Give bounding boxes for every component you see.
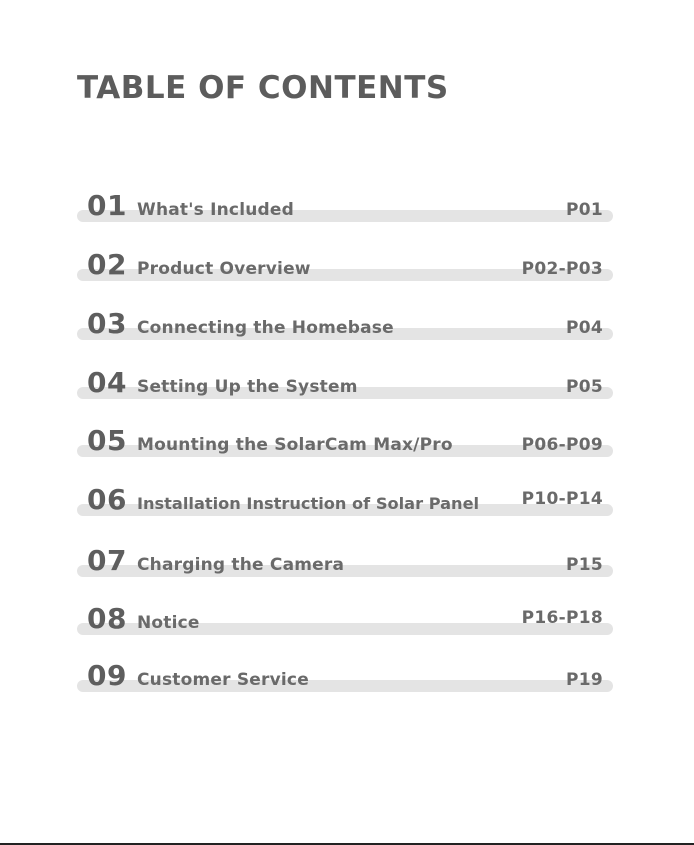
toc-entry-page: P10-P14 xyxy=(521,489,603,509)
toc-entry-page: P04 xyxy=(565,318,603,338)
toc-entry-label: Product Overview xyxy=(137,259,311,279)
toc-entry-08[interactable] xyxy=(77,603,613,639)
toc-entry-number: 05 xyxy=(87,424,127,457)
toc-entry-page: P19 xyxy=(565,670,603,690)
toc-entry-01[interactable] xyxy=(77,190,613,226)
toc-entry-04[interactable] xyxy=(77,367,613,403)
toc-entry-page: P15 xyxy=(565,555,603,575)
toc-entry-label: Setting Up the System xyxy=(137,377,358,397)
toc-entry-number: 04 xyxy=(87,366,127,399)
toc-entry-page: P01 xyxy=(565,200,603,220)
toc-entry-page: P06-P09 xyxy=(521,435,603,455)
toc-entry-page: P02-P03 xyxy=(521,259,603,279)
toc-entry-label: Mounting the SolarCam Max/Pro xyxy=(137,435,453,455)
toc-entry-label: Customer Service xyxy=(137,670,309,690)
toc-entry-label: Notice xyxy=(137,613,200,633)
toc-entry-03[interactable] xyxy=(77,308,613,344)
toc-entry-09[interactable] xyxy=(77,660,613,696)
toc-entry-number: 09 xyxy=(87,659,127,692)
toc-entry-page: P16-P18 xyxy=(521,608,603,628)
toc-entry-06[interactable] xyxy=(77,484,613,520)
toc-entry-number: 02 xyxy=(87,248,127,281)
toc-entry-number: 06 xyxy=(87,483,127,516)
toc-entry-label: Installation Instruction of Solar Panel xyxy=(137,494,480,513)
page-title: TABLE OF CONTENTS xyxy=(77,70,449,106)
toc-entry-number: 03 xyxy=(87,307,127,340)
toc-entry-number: 08 xyxy=(87,602,127,635)
toc-entry-number: 07 xyxy=(87,544,127,577)
toc-entry-label: What's Included xyxy=(137,200,294,220)
toc-entry-05[interactable] xyxy=(77,425,613,461)
toc-entry-page: P05 xyxy=(565,377,603,397)
toc-entry-02[interactable] xyxy=(77,249,613,285)
toc-entry-label: Charging the Camera xyxy=(137,555,345,575)
toc-entry-label: Connecting the Homebase xyxy=(137,318,394,338)
toc-entry-07[interactable] xyxy=(77,545,613,581)
toc-entry-number: 01 xyxy=(87,189,127,222)
